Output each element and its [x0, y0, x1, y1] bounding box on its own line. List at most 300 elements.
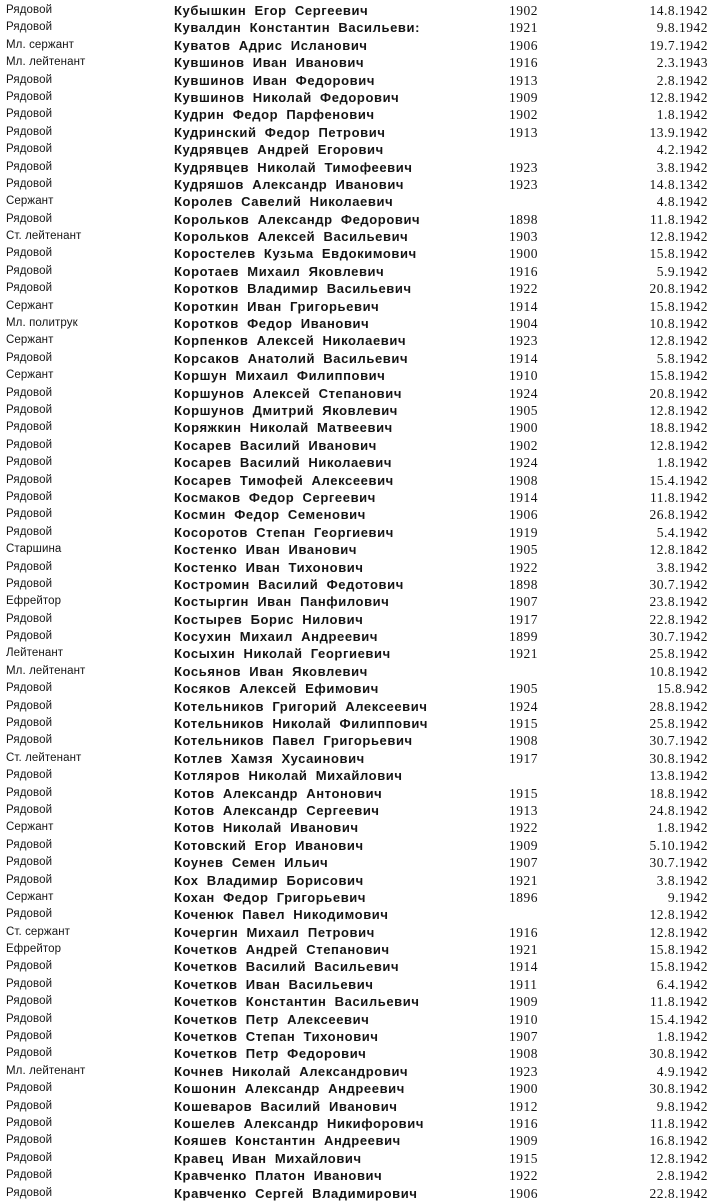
- record-row: [0, 906, 725, 923]
- name-cell: Кудряшов Александр Иванович: [174, 176, 405, 192]
- birth-year-cell: 1923: [509, 176, 538, 192]
- name-cell: Кудрявцев Николай Тимофеевич: [174, 159, 413, 175]
- death-date-cell: 30.8.1942: [649, 750, 708, 766]
- death-date-cell: 23.8.1942: [649, 594, 708, 610]
- record-row: [0, 19, 725, 36]
- name-cell: Корольков Алексей Васильевич: [174, 229, 409, 245]
- birth-year-cell: 1915: [509, 785, 538, 801]
- death-date-cell: 13.8.1942: [649, 768, 708, 784]
- death-date-cell: 12.8.1942: [649, 89, 708, 105]
- record-row: [0, 854, 725, 871]
- name-cell: Кошонин Александр Андреевич: [174, 1081, 405, 1097]
- name-cell: Кравченко Сергей Владимирович: [174, 1185, 418, 1201]
- death-date-cell: 14.8.1342: [649, 176, 708, 192]
- death-date-cell: 2.8.1942: [656, 1168, 708, 1184]
- record-row: [0, 280, 725, 297]
- name-cell: Костенко Иван Тихонович: [174, 559, 364, 575]
- name-cell: Косьянов Иван Яковлевич: [174, 663, 368, 679]
- name-cell: Кочетков Петр Алексеевич: [174, 1011, 370, 1027]
- death-date-cell: 22.8.1942: [649, 611, 708, 627]
- rank-cell: Рядовой: [6, 995, 53, 1008]
- death-date-cell: 20.8.1942: [649, 281, 708, 297]
- rank-cell: Рядовой: [6, 73, 53, 86]
- rank-cell: Рядовой: [6, 803, 53, 816]
- birth-year-cell: 1909: [509, 837, 538, 853]
- name-cell: Котельников Григорий Алексеевич: [174, 698, 428, 714]
- birth-year-cell: 1908: [509, 1046, 538, 1062]
- rank-cell: Рядовой: [6, 977, 53, 990]
- birth-year-cell: 1916: [509, 1116, 538, 1131]
- rank-cell: Рядовой: [6, 490, 53, 503]
- rank-cell: Рядовой: [6, 1047, 53, 1060]
- record-row: [0, 785, 725, 802]
- birth-year-cell: 1909: [509, 994, 538, 1010]
- name-cell: Короткин Иван Григорьевич: [174, 298, 380, 314]
- record-row: [0, 141, 725, 158]
- rank-cell: Рядовой: [6, 838, 53, 851]
- death-date-cell: 4.2.1942: [656, 142, 708, 158]
- name-cell: Космин Федор Семенович: [174, 507, 366, 523]
- name-cell: Котельников Павел Григорьевич: [174, 733, 413, 749]
- record-row: [0, 1185, 725, 1202]
- death-date-cell: 15.4.1942: [649, 472, 708, 488]
- record-row: [0, 1063, 725, 1080]
- record-row: [0, 993, 725, 1010]
- rank-cell: Мл. лейтенант: [6, 664, 86, 677]
- birth-year-cell: 1916: [509, 263, 538, 279]
- name-cell: Коротаев Михаил Яковлевич: [174, 263, 385, 279]
- death-date-cell: 9.8.1942: [656, 20, 708, 36]
- rank-cell: Рядовой: [6, 1151, 53, 1164]
- record-row: [0, 541, 725, 558]
- rank-cell: Рядовой: [6, 560, 53, 573]
- name-cell: Кравченко Платон Иванович: [174, 1168, 383, 1184]
- rank-cell: Ефрейтор: [6, 943, 62, 956]
- birth-year-cell: 1896: [509, 889, 538, 905]
- rank-cell: Сержант: [6, 369, 54, 382]
- death-date-cell: 30.7.1942: [649, 855, 708, 871]
- death-date-cell: 5.10.1942: [649, 837, 708, 853]
- birth-year-cell: 1909: [509, 1133, 538, 1149]
- rank-cell: Сержант: [6, 334, 54, 347]
- rank-cell: Рядовой: [6, 682, 53, 695]
- birth-year-cell: 1916: [509, 55, 538, 71]
- record-row: [0, 628, 725, 645]
- rank-cell: Старшина: [6, 543, 62, 556]
- birth-year-cell: 1900: [509, 246, 538, 262]
- birth-year-cell: 1924: [509, 385, 538, 401]
- name-cell: Кочнев Николай Александрович: [174, 1063, 409, 1079]
- rank-cell: Мл. сержант: [6, 38, 75, 51]
- name-cell: Коряжкин Николай Матвеевич: [174, 420, 393, 436]
- birth-year-cell: 1912: [509, 1098, 538, 1114]
- death-date-cell: 9.8.1942: [656, 1098, 708, 1114]
- rank-cell: Ст. лейтенант: [6, 230, 82, 243]
- name-cell: Кохан Федор Григорьевич: [174, 889, 367, 905]
- death-date-cell: 30.8.1942: [649, 1081, 708, 1097]
- rank-cell: Рядовой: [6, 734, 53, 747]
- rank-cell: Рядовой: [6, 630, 53, 643]
- birth-year-cell: 1910: [509, 368, 538, 384]
- record-row: [0, 593, 725, 610]
- death-date-cell: 11.8.1942: [650, 489, 708, 505]
- death-date-cell: 1.8.1942: [656, 455, 708, 471]
- name-cell: Кудрявцев Андрей Егорович: [174, 142, 384, 158]
- death-date-cell: 11.8.1942: [650, 211, 708, 227]
- birth-year-cell: 1921: [509, 646, 538, 662]
- rank-cell: Рядовой: [6, 125, 53, 138]
- record-row: [0, 385, 725, 402]
- record-row: [0, 437, 725, 454]
- rank-cell: Рядовой: [6, 143, 53, 156]
- birth-year-cell: 1914: [509, 350, 538, 366]
- rank-cell: Рядовой: [6, 908, 53, 921]
- death-date-cell: 2.8.1942: [656, 72, 708, 88]
- record-row: [0, 176, 725, 193]
- birth-year-cell: 1921: [509, 20, 538, 36]
- death-date-cell: 13.9.1942: [649, 124, 708, 140]
- record-row: [0, 350, 725, 367]
- rank-cell: Рядовой: [6, 1169, 53, 1182]
- birth-year-cell: 1900: [509, 420, 538, 436]
- birth-year-cell: 1913: [509, 802, 538, 818]
- death-date-cell: 1.8.1942: [656, 1029, 708, 1045]
- rank-cell: Ефрейтор: [6, 595, 62, 608]
- death-date-cell: 24.8.1942: [649, 802, 708, 818]
- name-cell: Коченюк Павел Никодимович: [174, 907, 389, 923]
- death-date-cell: 14.8.1942: [649, 3, 708, 18]
- record-row: [0, 1045, 725, 1062]
- rank-cell: Рядовой: [6, 508, 53, 521]
- death-date-cell: 12.8.1942: [649, 402, 708, 418]
- name-cell: Коунев Семен Ильич: [174, 855, 329, 871]
- name-cell: Коршун Михаил Филиппович: [174, 368, 386, 384]
- name-cell: Косухин Михаил Андреевич: [174, 629, 378, 645]
- death-date-cell: 12.8.1942: [649, 437, 708, 453]
- name-cell: Кошелев Александр Никифорович: [174, 1116, 425, 1131]
- rank-cell: Мл. лейтенант: [6, 56, 86, 69]
- death-date-cell: 15.8.1942: [649, 368, 708, 384]
- name-cell: Коротков Владимир Васильевич: [174, 281, 412, 297]
- death-date-cell: 28.8.1942: [649, 698, 708, 714]
- birth-year-cell: 1915: [509, 1150, 538, 1166]
- death-date-cell: 16.8.1942: [649, 1133, 708, 1149]
- record-row: [0, 767, 725, 784]
- record-row: [0, 72, 725, 89]
- rank-cell: Ст. сержант: [6, 925, 71, 938]
- record-row: [0, 193, 725, 210]
- record-row: [0, 611, 725, 628]
- death-date-cell: 22.8.1942: [649, 1185, 708, 1201]
- rank-cell: Рядовой: [6, 699, 53, 712]
- record-row: [0, 228, 725, 245]
- rank-cell: Рядовой: [6, 438, 53, 451]
- birth-year-cell: 1922: [509, 1168, 538, 1184]
- birth-year-cell: 1900: [509, 1081, 538, 1097]
- birth-year-cell: 1902: [509, 3, 538, 18]
- record-row: [0, 454, 725, 471]
- death-date-cell: 26.8.1942: [649, 507, 708, 523]
- death-date-cell: 15.8.1942: [649, 298, 708, 314]
- record-row: [0, 976, 725, 993]
- name-cell: Королев Савелий Николаевич: [174, 194, 394, 210]
- birth-year-cell: 1915: [509, 716, 538, 732]
- rank-cell: Сержант: [6, 890, 54, 903]
- rank-cell: Рядовой: [6, 717, 53, 730]
- rank-cell: Рядовой: [6, 421, 53, 434]
- death-date-cell: 25.8.1942: [649, 646, 708, 662]
- record-row: [0, 819, 725, 836]
- name-cell: Костырев Борис Нилович: [174, 611, 364, 627]
- record-row: [0, 1150, 725, 1167]
- record-row: [0, 315, 725, 332]
- death-date-cell: 19.7.1942: [649, 37, 708, 53]
- record-row: [0, 1132, 725, 1149]
- record-row: [0, 645, 725, 662]
- death-date-cell: 12.8.1942: [649, 907, 708, 923]
- rank-cell: Рядовой: [6, 1030, 53, 1043]
- name-cell: Косарев Василий Иванович: [174, 437, 377, 453]
- name-cell: Кочергин Михаил Петрович: [174, 924, 375, 940]
- record-row: [0, 402, 725, 419]
- death-date-cell: 9.1942: [667, 889, 708, 905]
- death-date-cell: 10.8.1942: [649, 316, 708, 332]
- name-cell: Кувшинов Иван Федорович: [174, 72, 375, 88]
- record-row: [0, 1080, 725, 1097]
- record-row: [0, 245, 725, 262]
- birth-year-cell: 1924: [509, 455, 538, 471]
- record-row: [0, 837, 725, 854]
- rank-cell: Рядовой: [6, 1082, 53, 1095]
- rank-cell: Рядовой: [6, 1012, 53, 1025]
- death-date-cell: 12.8.1842: [649, 542, 708, 558]
- death-date-cell: 15.8.1942: [649, 246, 708, 262]
- death-date-cell: 25.8.1942: [649, 716, 708, 732]
- name-cell: Корсаков Анатолий Васильевич: [174, 350, 409, 366]
- name-cell: Костенко Иван Иванович: [174, 542, 358, 558]
- name-cell: Котов Александр Антонович: [174, 785, 383, 801]
- record-row: [0, 506, 725, 523]
- record-row: [0, 419, 725, 436]
- birth-year-cell: 1898: [509, 576, 538, 592]
- name-cell: Корпенков Алексей Николаевич: [174, 333, 407, 349]
- name-cell: Котельников Николай Филиппович: [174, 716, 429, 732]
- death-date-cell: 11.8.1942: [650, 1116, 708, 1131]
- rank-cell: Мл. политрук: [6, 317, 78, 330]
- name-cell: Кочетков Василий Васильевич: [174, 959, 400, 975]
- death-date-cell: 6.4.1942: [656, 976, 708, 992]
- rank-cell: Рядовой: [6, 769, 53, 782]
- death-date-cell: 5.4.1942: [656, 524, 708, 540]
- record-row: [0, 559, 725, 576]
- name-cell: Косяков Алексей Ефимович: [174, 681, 379, 697]
- birth-year-cell: 1907: [509, 1029, 538, 1045]
- rank-cell: Рядовой: [6, 177, 53, 190]
- death-date-cell: 2.3.1943: [656, 55, 708, 71]
- death-date-cell: 4.8.1942: [656, 194, 708, 210]
- birth-year-cell: 1905: [509, 542, 538, 558]
- name-cell: Котляров Николай Михайлович: [174, 768, 403, 784]
- rank-cell: Лейтенант: [6, 647, 64, 660]
- birth-year-cell: 1899: [509, 629, 538, 645]
- birth-year-cell: 1902: [509, 437, 538, 453]
- birth-year-cell: 1917: [509, 750, 538, 766]
- rank-cell: Рядовой: [6, 456, 53, 469]
- death-date-cell: 30.7.1942: [649, 629, 708, 645]
- rank-cell: Рядовой: [6, 1134, 53, 1147]
- name-cell: Кояшев Константин Андреевич: [174, 1133, 401, 1149]
- rank-cell: Рядовой: [6, 386, 53, 399]
- death-date-cell: 30.7.1942: [649, 733, 708, 749]
- name-cell: Коршунов Дмитрий Яковлевич: [174, 402, 398, 418]
- rank-cell: Рядовой: [6, 160, 53, 173]
- record-row: [0, 750, 725, 767]
- birth-year-cell: 1907: [509, 855, 538, 871]
- birth-year-cell: 1922: [509, 820, 538, 836]
- birth-year-cell: 1906: [509, 37, 538, 53]
- death-date-cell: 12.8.1942: [649, 924, 708, 940]
- death-date-cell: 11.8.1942: [650, 994, 708, 1010]
- rank-cell: Рядовой: [6, 873, 53, 886]
- rank-cell: Рядовой: [6, 108, 53, 121]
- death-date-cell: 1.8.1942: [656, 107, 708, 123]
- name-cell: Кочетков Петр Федорович: [174, 1046, 367, 1062]
- record-row: [0, 1011, 725, 1028]
- record-row: [0, 106, 725, 123]
- record-row: [0, 2, 725, 19]
- record-row: [0, 89, 725, 106]
- name-cell: Кочетков Степан Тихонович: [174, 1029, 379, 1045]
- name-cell: Костыргин Иван Панфилович: [174, 594, 390, 610]
- name-cell: Коротков Федор Иванович: [174, 316, 370, 332]
- rank-cell: Рядовой: [6, 577, 53, 590]
- name-cell: Котов Николай Иванович: [174, 820, 359, 836]
- name-cell: Корольков Александр Федорович: [174, 211, 421, 227]
- record-row: [0, 367, 725, 384]
- record-row: [0, 872, 725, 889]
- record-row: [0, 802, 725, 819]
- name-cell: Косоротов Степан Георгиевич: [174, 524, 394, 540]
- birth-year-cell: 1910: [509, 1011, 538, 1027]
- birth-year-cell: 1924: [509, 698, 538, 714]
- birth-year-cell: 1923: [509, 1063, 538, 1079]
- birth-year-cell: 1913: [509, 72, 538, 88]
- birth-year-cell: 1923: [509, 159, 538, 175]
- birth-year-cell: 1916: [509, 924, 538, 940]
- name-cell: Кудрин Федор Парфенович: [174, 107, 375, 123]
- rank-cell: Сержант: [6, 299, 54, 312]
- death-date-cell: 1.8.1942: [656, 820, 708, 836]
- birth-year-cell: 1923: [509, 333, 538, 349]
- name-cell: Кубышкин Егор Сергеевич: [174, 3, 369, 18]
- name-cell: Котовский Егор Иванович: [174, 837, 364, 853]
- birth-year-cell: 1922: [509, 281, 538, 297]
- rank-cell: Рядовой: [6, 403, 53, 416]
- birth-year-cell: 1914: [509, 489, 538, 505]
- death-date-cell: 3.8.1942: [656, 559, 708, 575]
- birth-year-cell: 1907: [509, 594, 538, 610]
- name-cell: Кочетков Андрей Степанович: [174, 942, 390, 958]
- record-row: [0, 663, 725, 680]
- record-row: [0, 1115, 725, 1132]
- name-cell: Космаков Федор Сергеевич: [174, 489, 376, 505]
- death-date-cell: 30.7.1942: [649, 576, 708, 592]
- record-row: [0, 263, 725, 280]
- record-row: [0, 332, 725, 349]
- birth-year-cell: 1906: [509, 1185, 538, 1201]
- birth-year-cell: 1906: [509, 507, 538, 523]
- rank-cell: Рядовой: [6, 247, 53, 260]
- name-cell: Косарев Василий Николаевич: [174, 455, 392, 471]
- name-cell: Котов Александр Сергеевич: [174, 802, 380, 818]
- record-row: [0, 124, 725, 141]
- death-date-cell: 10.8.1942: [649, 663, 708, 679]
- rank-cell: Сержант: [6, 195, 54, 208]
- birth-year-cell: 1905: [509, 681, 538, 697]
- rank-cell: Рядовой: [6, 1186, 53, 1199]
- birth-year-cell: 1913: [509, 124, 538, 140]
- record-row: [0, 54, 725, 71]
- birth-year-cell: 1909: [509, 89, 538, 105]
- birth-year-cell: 1921: [509, 942, 538, 958]
- rank-cell: Рядовой: [6, 282, 53, 295]
- death-date-cell: 18.8.1942: [649, 420, 708, 436]
- record-row: [0, 472, 725, 489]
- name-cell: Котлев Хамзя Хусаинович: [174, 750, 365, 766]
- rank-cell: Рядовой: [6, 4, 53, 16]
- record-row: [0, 1098, 725, 1115]
- record-row: [0, 524, 725, 541]
- record-row: [0, 698, 725, 715]
- rank-cell: Рядовой: [6, 212, 53, 225]
- record-row: [0, 1028, 725, 1045]
- birth-year-cell: 1921: [509, 872, 538, 888]
- record-row: [0, 889, 725, 906]
- rank-cell: Мл. лейтенант: [6, 1064, 86, 1077]
- rank-cell: Рядовой: [6, 960, 53, 973]
- birth-year-cell: 1917: [509, 611, 538, 627]
- rank-cell: Рядовой: [6, 612, 53, 625]
- name-cell: Коростелев Кузьма Евдокимович: [174, 246, 417, 262]
- death-date-cell: 18.8.1942: [649, 785, 708, 801]
- name-cell: Косыхин Николай Георгиевич: [174, 646, 391, 662]
- death-date-cell: 15.8.942: [656, 681, 708, 697]
- name-cell: Кувалдин Константин Васильеви:: [174, 20, 421, 36]
- death-date-cell: 15.8.1942: [649, 942, 708, 958]
- name-cell: Кувшинов Николай Федорович: [174, 89, 400, 105]
- rank-cell: Рядовой: [6, 21, 53, 34]
- rank-cell: Сержант: [6, 821, 54, 834]
- record-row: [0, 732, 725, 749]
- birth-year-cell: 1903: [509, 229, 538, 245]
- death-date-cell: 4.9.1942: [656, 1063, 708, 1079]
- rank-cell: Рядовой: [6, 90, 53, 103]
- rank-cell: Рядовой: [6, 856, 53, 869]
- name-cell: Кочетков Иван Васильевич: [174, 976, 374, 992]
- record-row: [0, 715, 725, 732]
- rank-cell: Рядовой: [6, 473, 53, 486]
- birth-year-cell: 1908: [509, 472, 538, 488]
- record-row: [0, 576, 725, 593]
- death-date-cell: 3.8.1942: [656, 159, 708, 175]
- rank-cell: Рядовой: [6, 1117, 53, 1129]
- name-cell: Кох Владимир Борисович: [174, 872, 364, 888]
- birth-year-cell: 1905: [509, 402, 538, 418]
- death-date-cell: 5.8.1942: [656, 350, 708, 366]
- birth-year-cell: 1914: [509, 298, 538, 314]
- birth-year-cell: 1904: [509, 316, 538, 332]
- death-date-cell: 15.8.1942: [649, 959, 708, 975]
